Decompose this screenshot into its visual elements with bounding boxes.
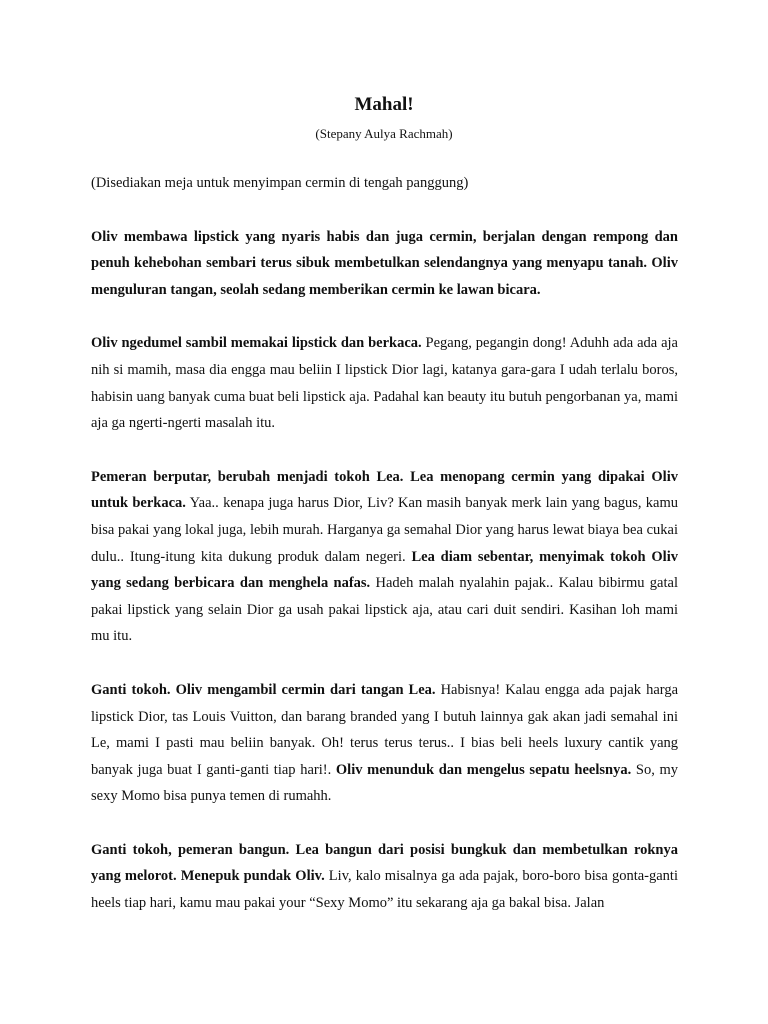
stage-direction: Pemeran berputar, berubah menjadi tokoh Lea. Lea menopang cermin yang dipakai Oliv untuk berkaca. (91, 468, 678, 512)
paragraph (91, 224, 678, 304)
dialogue-text: Pegang, pegangin dong! Aduhh ada ada aja nih si mamih, masa dia engga mau beliin I lipstick Dior lagi, katanya gara-gara I udah terlalu boros, habisin uang banyak cuma buat beli lipstick aja. Padahal kan beauty itu butuh pengorbanan ya, mami aja ga ngerti-ngerti masalah itu. (91, 335, 678, 432)
stage-direction: Ganti tokoh. Oliv mengambil cermin dari tangan Lea. (91, 681, 436, 698)
dialogue-text: Yaa.. kenapa juga harus Dior, Liv? Kan masih banyak merk lain yang bagus, kamu bisa pakai yang lokal juga, lebih murah. Harganya ga semahal Dior yang harus lewat biaya bea cukai dulu.. Itung-itung kita dukung produk dalam negeri. (91, 495, 678, 565)
document-title: Mahal! (354, 94, 414, 115)
stage-direction: Oliv membawa lipstick yang nyaris habis dan juga cermin, berjalan dengan rempong dan penuh kehebohan sembari terus sibuk membetulkan selendangnya yang menyapu tanah. Oliv menguluran tangan, seolah sedang memberikan cermin ke lawan bicara. (91, 228, 678, 298)
stage-direction: Lea diam sebentar, menyimak tokoh Oliv yang sedang berbicara dan menghela nafas. (91, 548, 678, 592)
stage-direction: Ganti tokoh, pemeran bangun. Lea bangun dari posisi bungkuk dan membetulkan roknya yang melorot. Menepuk pundak Oliv. (91, 841, 678, 885)
document-author: (Stepany Aulya Rachmah) (315, 126, 453, 141)
paragraph (91, 677, 678, 810)
stage-direction: Oliv menunduk dan mengelus sepatu heelsnya. (335, 761, 632, 778)
document-body (91, 170, 678, 944)
stage-direction: Oliv ngedumel sambil memakai lipstick dan berkaca. (91, 335, 422, 352)
paragraph-text: (Disediakan meja untuk menyimpan cermin di tengah panggung) (91, 175, 469, 191)
paragraph (91, 330, 678, 436)
paragraph (91, 170, 678, 197)
dialogue-text: Hadeh malah nyalahin pajak.. Kalau bibirmu gatal pakai lipstick yang selain Dior ga usah pakai lipstick aja, atau cari duit sendiri. Kasihan loh mami mu itu. (91, 575, 678, 645)
paragraph (91, 464, 678, 650)
dialogue-text: So, my sexy Momo bisa punya temen di rumahh. (91, 761, 679, 805)
dialogue-text: Habisnya! Kalau engga ada pajak harga lipstick Dior, tas Louis Vuitton, dan barang branded yang I butuh lainnya gak akan jadi semahal ini Le, mami I pasti mau beliin banyak. Oh! terus terus terus.. I bias beli heels luxury cantik yang banyak juga buat I ganti-ganti tiap hari!. (91, 681, 679, 778)
paragraph (91, 837, 678, 917)
dialogue-text: Liv, kalo misalnya ga ada pajak, boro-boro bisa gonta-ganti heels tiap hari, kamu mau pakai your “Sexy Momo” itu sekarang aja ga bakal bisa. Jalan (91, 868, 678, 912)
